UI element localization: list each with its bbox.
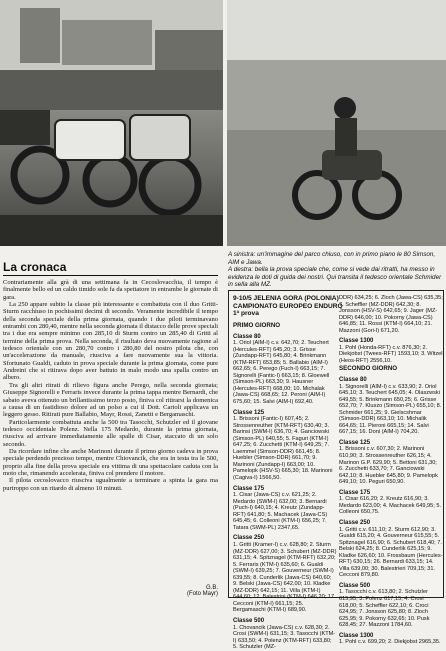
- results-class-standings: 1. Oriol (AIM-I) c.v. 642,70; 2. Teuchert (Hercules-RFT) 645,20; 3. Grisse (Zundapp-RFT) 645,80; 4. Brinkmann (KTM-RFT) 653,85; 5. Ballabio (AIM-I) 662,65; 6. Perego (Fuch-I) 663,15; 7. Signorelli (Fantic-I) 663,15; 8. Gloewell (Simson-PL) 663,30; 9. Hausner (Hercules-RFT) 668,00; 10. Michalak (Jawa-CS) 668,65; 12. Peroni (AIM-I) 675,60; 15. Salvi (AIM-I) 692,40.: [233, 340, 330, 406]
- photo-parco-chiuso: [0, 0, 223, 246]
- results-class-standings: 1. Cisar 616,20; 2. Kreutz 616,90; 3. Medardo 623,00; 4. Machacek 649,95; 5. Colleoni 650,75.: [339, 496, 441, 516]
- results-class-heading: Classe 125: [339, 439, 371, 446]
- article-signature: [3, 585, 218, 597]
- results-class-heading: Classe 125: [233, 409, 265, 416]
- results-class-heading: Classe 500: [233, 617, 265, 624]
- photo-prova-speciale: [227, 0, 446, 246]
- results-event: 9-10/5 JELENIA GORA (POLONIA): [233, 295, 339, 302]
- results-championship: CAMPIONATO EUROPEO ENDURO: [233, 302, 343, 310]
- results-class-heading: Classe 1300: [339, 338, 374, 345]
- results-round: 1ª prova: [233, 310, 259, 318]
- article-body: [3, 279, 218, 492]
- results-class-standings: 1. Signorelli (AIM-I) c.v. 633,90; 2. Oriol 645,10; 3. Teuchert 645,05; 4. Olaszwski 649,55; 5. Brinkmann 650,25; 6. Grisse 652,70; 7. Kluszo (Simson-PL) 655,10; 8. Schmider 661,25; 9. Gielscshmar (Simson-DDR) 663,10; 10. Michalik 664,65; 11. Pieroni 665,15; 14. Salvi 667,15; 16. Doni (AIM-I) 704,20.: [339, 383, 442, 436]
- results-day-heading: SECONDO GIORNO: [339, 365, 398, 373]
- results-class-heading: Classe 80: [339, 377, 367, 384]
- article-paragraph: Tra gli altri ritrati di rilievo figura anche Perego, nella seconda giornata; Giuseppe Signorelli e Ferraris invece durante la prima tappa mentre Bernardi, che sabato aveva ottenuto un brillantissimo terzo posto, finiva col ritirarsi la domenica a causa di un fastidioso dolore ad un polso a cui il Dott. Carioli applicava un leggero gesso. Ritirati pure Ballabio, Mayr, Rossi, Zanetti e Bergamaschi.: [3, 381, 218, 419]
- article-paragraph: La 250 appare subito la classe più interessante e combattuta con il duo Gritti-Sturm racchiuso in pochissimi decimi di secondo. Veramente incredibile il tempo della seconda speciale della prima giornata, quando i due piloti terminavano entrambi con 280,40, mentre nella seconda giornata il distacco delle prove speciali tra i due era sempre minimo con 285,10 di Sturm contro un 285,40 di Gritti al termine della prima prova. Nella seconda, il risultato deva nuovamente ragione al tedesco orientale con un 280,70 contro i 280,80 del nostro pilota che, con un'accelerazione da manuale, riusciva a fare nuovamente sua la vittoria. Sfortunato Gualdi, caduto in prova speciale durante la prima giornata, come pure Andreini che si ritirava dopo aver battuto in malo modo una spalla contro un albero.: [3, 301, 218, 382]
- results-column-right: [339, 295, 443, 646]
- results-header: [233, 295, 343, 318]
- article-paragraph: Il pilota cecoslovacco riusciva ugualmente a terminare a spinta la gara ma purtroppo con un ritardo di almeno 10 minuti.: [3, 477, 218, 492]
- photo-credit: (Foto Mayr): [186, 591, 218, 597]
- results-class-standings: 1. Gritti (Kramer-I) c.v. 628,80; 2. Sturm (MZ-DDR) 627,00; 3. Schubert (MZ-DDR) 631,15; 4. Spitznagel (KTM-RFT) 632,20; 5. Ferraris (KTM-I) 635,60; 6. Gualdi (SWM-I) 639,25; 7. Gouverneur (SWM-I) 639,55; 8. Cunderlik (Jawa-CS) 640,60; 9. Belski (Jawa-CS) 642,00; 10. Kladke (MZ-DDR) 642,15; 11. Villa (KTM-I) 644,60; 12. Balestrini (KTM-I) 646,20; 17. Cecconi (KTM-I) 661,15; 25. Bergamaschi (KTM-I) 689,90.: [233, 541, 337, 614]
- article-paragraph: Da ricordare infine che anche Marinoni durante il primo giorno cadeva in prova speciale perdendo prezioso tempo, mentre Chiovancik, che era in testa tra le 500, proprio alla fine della prova speciale era vittima di una spettacolare caduta con la moto che, rimanendo accelerata, finiva col prendere il motore.: [3, 447, 218, 477]
- results-class-standings: 1. Tasocchi c.v. 613,80; 2. Schutzler 615,95; 3. Polenz 617,15; 4. Crosi 618,00; 5. Scheffler 622,10; 6. Croci 624,95; 7. Jonsson 625,80; 8. Zloch 625,95; 9. Pokorny 632,65; 10. Pusk 628,45; 27. Mazzoni 1784,60.: [339, 589, 430, 629]
- results-class-standings: 1. Gritti c.v. 611,10; 2. Sturm 612,90; 3. Gualdi 615,20; 4. Gouverneur 615,55; 5. Spitznagel 616,90; 6. Schubert 618,40; 7. Belski 624,25; 8. Cunderlik 625,15; 9. Kladke 626,60; 10. Frossbaum (Hercules-RFT) 630,15; 26. Bernardi 633,15; 14. Villa 639,00; 30. Balestrieri 709,15; 31. Cecconi 879,80.: [339, 526, 443, 579]
- results-class-heading: Classe 80: [233, 333, 261, 340]
- author-initials: G.B.: [205, 585, 218, 591]
- results-day-heading: PRIMO GIORNO: [233, 322, 281, 329]
- photo-caption: [228, 251, 444, 289]
- results-class-heading: Classe 175: [339, 489, 371, 496]
- results-column-left: [233, 321, 337, 651]
- article-paragraph: Particolarmente combattuta anche la 500 tra Tasocchi, Schutzler ed il giovane tedesco occidentale Polenz. Nella 175 Medardo, durante la prima giornata, riusciva ad arrivare immediatamente alle spalle di Cisar, staccato di un solo secondo.: [3, 418, 218, 448]
- results-class-standings: 1. Chovancik (Jawa-CS) c.v. 628,30; 2. Crosi (SWM-I) 631,15; 3. Tasocchi (KTM-I) 633,50; 4. Polenz (KTM-RFT) 633,80; 5. Schutzler (MZ-: [233, 624, 336, 651]
- results-class-standings: 1. Pohl (Honda-RFT) c.v. 876,30; 2. Diekjobst (Twees-RFT) 1593,10; 3. Witzel (Heos-RFT) 2556,10.: [339, 344, 443, 364]
- parco-chiuso-illustration: [0, 0, 223, 246]
- results-class-standings: DDR) 634,25; 6. Zloch (Jawa-CS) 635,35; 7. Scheffler (MZ-DDR) 642,30; 8. Jonsson (HSV-S) 642,65; 9. Jager (MZ-DDR) 646,00; 10. Pokorny (Jawa-CS) 646,85; 11. Rossi (KTM-I) 664,10; 21. Mazzoni (Gori-I) 671,20.: [339, 295, 443, 334]
- article-paragraph: Contrariamente alla grà di una settimana fa in Cecoslovacchia, il tempo è finalmente bello ed un caldo timido sole fa da spettatore in entrambe le giornate di gara.: [3, 279, 218, 301]
- results-class-standings: 1. Pohl c.v. 699,20; 2. Diekjobst 2965,35.: [339, 639, 441, 646]
- caption-right: A destra: bella la prova speciale che, come si vede dai ritratti, ha messo in evidenza le doti di guida dei nostri. Qui transita il tedesco orientale Schmider in sella alla MZ.: [228, 266, 442, 289]
- results-class-standings: 1. Brissoni c.v. 607,30; 2. Marinoni 610,90; 3. Strossenreuther 626,15; 4. Marinon G.P. 629,90; 5. Bettoni 631,30; 6. Zucchetti 633,70; 7. Ganciowski 642,10; 8. Huebler 645,80; 9. Pamelopk 649,10; 10. Peguri 650,90.: [339, 446, 438, 486]
- results-class-heading: Classe 250: [233, 535, 265, 542]
- caption-left: A sinistra: un'immagine del parco chiuso, con in primo piano le 80 Simson, AIM e Jawa.: [228, 251, 436, 266]
- results-class-heading: Classe 500: [339, 582, 371, 589]
- results-class-heading: Classe 175: [233, 485, 265, 492]
- results-class-heading: Classe 1300: [339, 632, 374, 639]
- results-class-heading: Classe 250: [339, 519, 371, 526]
- results-class-standings: 1. Brissoni (Fantic-I) 607,45; 2. Strossenreuther (KTM-RFT) 630,40; 3. Barinsi (SWM-I) 636,70; 4. Ganciowski (Simson-PL) 640,55; 5. Faguri (KTM-I) 647,25; 6. Zucchetti (KTM-I) 649,25; 7. Laemmel (Simson-DDR) 661,45; 8. Huebler (Simson-DDR) 661,70; 9. Marinoni (Zundapp-I) 663,00; 10. Pamelopk (HSV-S) 665,30; 18. Marinoni (Cagiva-I) 1566,50.: [233, 416, 333, 482]
- results-class-standings: 1. Cisar (Jawa-CS) c.v. 621,25; 2. Medardo (SWM-I) 632,00; 3. Bernardi (Puch-I) 640,15; 4. Kreutz (Zundapp-RFT) 641,80; 5. Machacek (Jawa-CS) 645,45; 6. Colleoni (KTM-I) 656,25; 7. Tatara (SWM-PL) 2347,65.: [233, 492, 328, 531]
- prova-speciale-illustration: [227, 0, 446, 246]
- results-box: [228, 290, 444, 651]
- section-title: La cronaca: [3, 260, 218, 276]
